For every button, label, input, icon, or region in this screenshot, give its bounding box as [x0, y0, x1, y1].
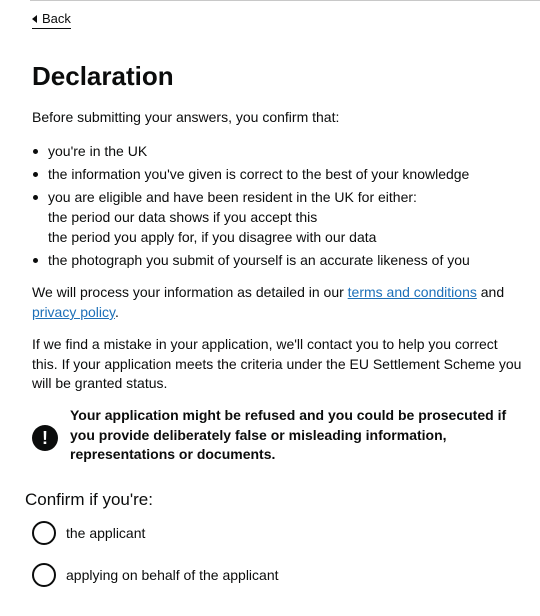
page-title: Declaration — [32, 61, 174, 91]
mistake-paragraph: If we find a mistake in your application, we'll contact you to help you correct this. If your application meets the criteria under the EU Settlement Scheme you will be granted status. — [32, 336, 522, 391]
warning-text-block — [32, 406, 522, 465]
list-item — [32, 141, 522, 161]
intro-text: Before submitting your answers, you confirm that: — [32, 109, 340, 125]
radio-option-on-behalf[interactable] — [32, 563, 279, 587]
list-item-text: you are eligible and have been resident in the UK for either: — [48, 189, 417, 205]
top-divider — [30, 0, 540, 1]
radio-label[interactable]: the applicant — [66, 525, 146, 541]
processing-text-between: and — [476, 284, 505, 300]
processing-text-after: . — [115, 304, 119, 320]
list-item-subline: the period you apply for, if you disagree with our data — [48, 229, 377, 245]
back-link[interactable] — [32, 11, 71, 29]
privacy-policy-link[interactable]: privacy policy — [32, 304, 115, 320]
list-item-text: you're in the UK — [48, 143, 148, 159]
radio-option-applicant[interactable] — [32, 521, 145, 545]
list-item — [32, 164, 522, 184]
list-item-text: the photograph you submit of yourself is an accurate likeness of you — [48, 252, 470, 268]
radio-button[interactable] — [32, 563, 56, 587]
chevron-left-icon — [32, 15, 37, 23]
radio-button[interactable] — [32, 521, 56, 545]
list-item-subline: the period our data shows if you accept this — [48, 209, 318, 225]
back-link-label: Back — [42, 11, 71, 26]
list-item-text: the information you've given is correct to the best of your knowledge — [48, 166, 470, 182]
processing-text-before: We will process your information as detailed in our — [32, 284, 348, 300]
declaration-list — [32, 141, 522, 273]
warning-message: Your application might be refused and you could be prosecuted if you provide deliberately false or misleading information, representations or documents. — [70, 407, 507, 462]
terms-and-conditions-link[interactable]: terms and conditions — [347, 284, 477, 300]
list-item — [32, 187, 522, 247]
exclamation-icon: ! — [32, 425, 58, 451]
list-item — [32, 250, 522, 270]
radio-label[interactable]: applying on behalf of the applicant — [66, 567, 279, 583]
confirm-legend: Confirm if you're: — [25, 490, 153, 509]
processing-paragraph — [32, 282, 522, 322]
